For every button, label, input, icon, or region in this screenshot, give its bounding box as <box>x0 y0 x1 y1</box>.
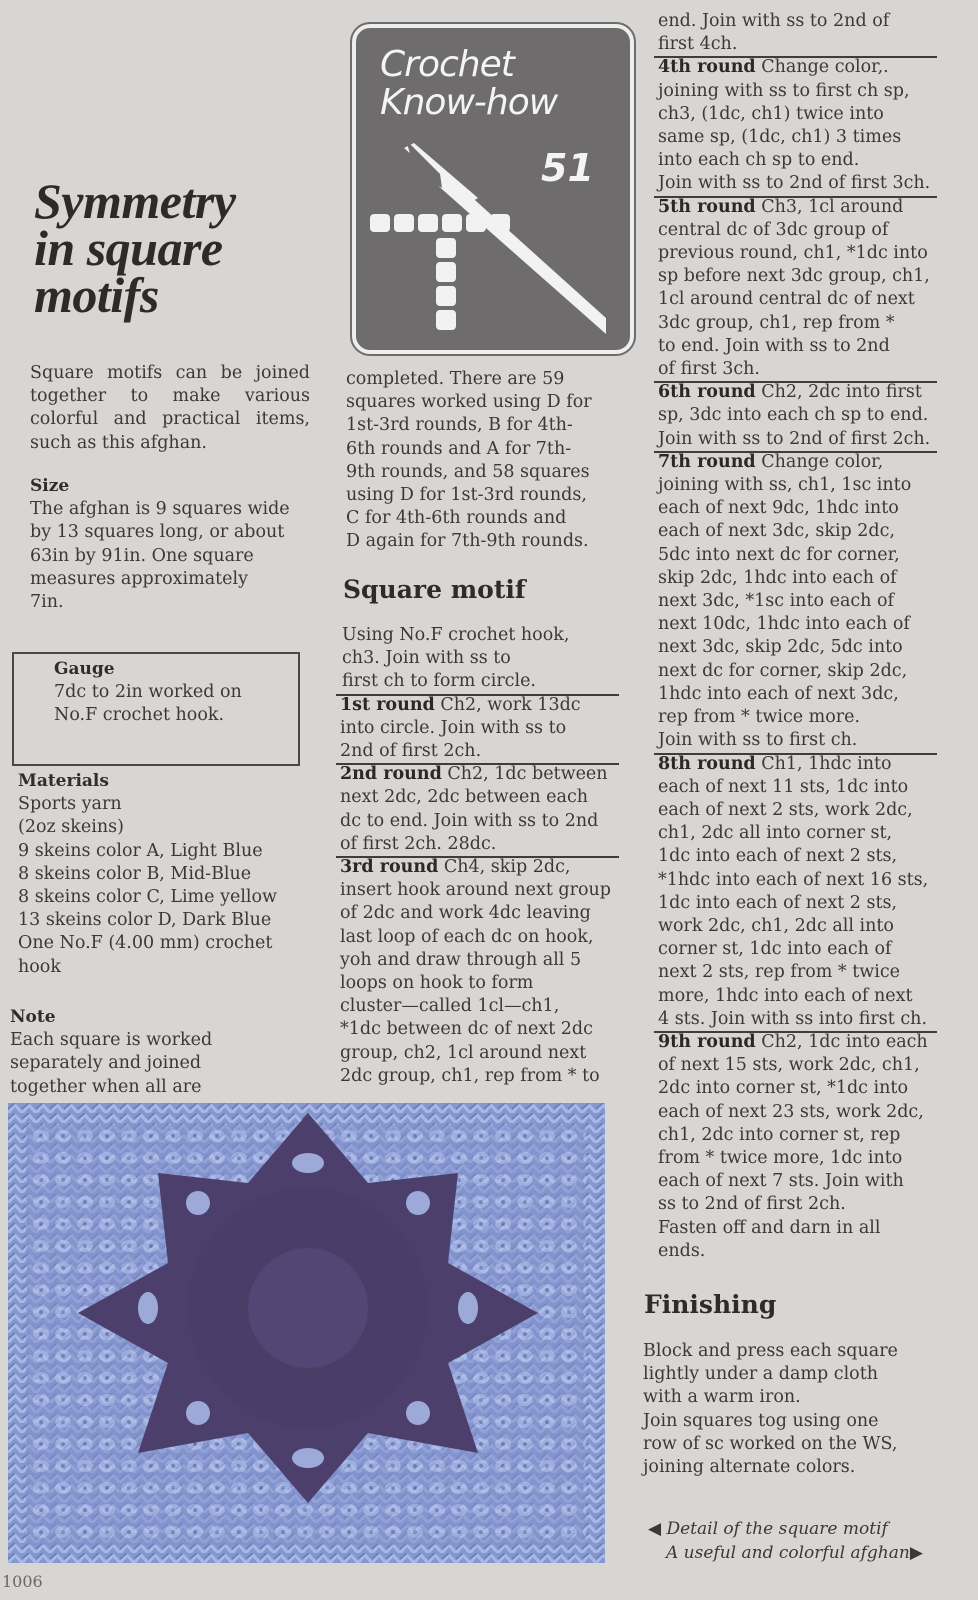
round-8 <box>658 753 933 1031</box>
text-line: into circle. Join with ss to <box>340 717 567 738</box>
note-line: separately and joined <box>10 1053 202 1074</box>
text-line: next 3dc, skip 2dc, 5dc into <box>658 637 903 658</box>
text-line: D again for 7th-9th rounds. <box>346 531 589 552</box>
text-line: Ch2, 1dc into each <box>755 1031 928 1052</box>
round-label: 4th round <box>658 57 756 78</box>
article-title <box>34 173 334 323</box>
text-line: last loop of each dc on hook, <box>340 926 594 947</box>
crochet-square-illustration <box>8 1103 605 1563</box>
title-line-1: Symmetry <box>34 173 236 229</box>
text-line: ch3, (1dc, ch1) twice into <box>658 103 884 124</box>
text-line: squares worked using D for <box>346 392 592 413</box>
text-line: loops on hook to form <box>340 973 534 994</box>
text-line: joining with ss to first ch sp, <box>658 80 910 101</box>
text-line: rep from * twice more. <box>658 707 861 728</box>
text-line: next dc for corner, skip 2dc, <box>658 660 908 681</box>
round-label: 7th round <box>658 451 756 472</box>
text-line: ch3. Join with ss to <box>342 648 511 669</box>
round-label: 2nd round <box>340 764 442 785</box>
materials-line: hook <box>18 956 61 977</box>
round-label: 8th round <box>658 753 756 774</box>
text-line: next 2 sts, rep from * twice <box>658 962 901 983</box>
text-line: 2nd of first 2ch. <box>340 741 482 762</box>
intro-paragraph: Square motifs can be joined together to make various colorful and practical items, such as this afghan. <box>30 363 310 453</box>
text-line: Join squares tog using one <box>643 1410 879 1431</box>
round-1 <box>340 694 615 764</box>
text-line: central dc of 3dc group of <box>658 219 889 240</box>
materials-line: (2oz skeins) <box>18 817 124 838</box>
materials-line: 13 skeins color D, Dark Blue <box>18 910 272 931</box>
text-line: corner st, 1dc into each of <box>658 939 892 960</box>
text-line: 1dc into each of next 2 sts, <box>658 892 898 913</box>
size-heading: Size <box>30 476 70 496</box>
finishing-text <box>643 1340 933 1479</box>
text-line: Block and press each square <box>643 1341 898 1361</box>
materials-section <box>18 770 318 979</box>
square-motif-photo <box>8 1103 605 1563</box>
note-heading: Note <box>10 1007 56 1027</box>
text-line: 1dc into each of next 2 sts, <box>658 846 898 867</box>
round-7 <box>658 451 933 753</box>
text-line: work 2dc, ch1, 2dc all into <box>658 915 894 936</box>
size-line: The afghan is 9 squares wide <box>30 499 290 520</box>
text-line: of 2dc and work 4dc leaving <box>340 903 591 924</box>
text-line: Ch2, work 13dc <box>434 694 581 715</box>
text-line: 5dc into next dc for corner, <box>658 544 900 565</box>
gauge-line: 7dc to 2in worked on <box>54 682 242 703</box>
right-column-instructions <box>658 10 933 1263</box>
text-line: to end. Join with ss to 2nd <box>658 335 890 356</box>
text-line: Change color, <box>755 451 884 472</box>
page-number: 1006 <box>2 1572 43 1591</box>
text-line: each of next 23 sts, work 2dc, <box>658 1101 924 1122</box>
materials-heading: Materials <box>18 771 109 791</box>
note-section <box>10 1006 310 1099</box>
round-label: 9th round <box>658 1031 756 1052</box>
round-3 <box>340 856 615 1088</box>
text-line: Ch2, 2dc into first <box>755 382 922 403</box>
text-line: into each ch sp to end. <box>658 150 860 171</box>
text-line: lightly under a damp cloth <box>643 1364 879 1385</box>
text-line: using D for 1st-3rd rounds, <box>346 485 587 506</box>
note-line: together when all are <box>10 1076 202 1097</box>
text-line: from * twice more, 1dc into <box>658 1147 903 1168</box>
text-line: yoh and draw through all 5 <box>340 949 582 970</box>
text-line: Using No.F crochet hook, <box>342 625 570 645</box>
text-line: Fasten off and darn in all ends. <box>658 1217 881 1261</box>
size-line: 63in by 91in. One square <box>30 545 254 566</box>
text-line: next 3dc, *1sc into each of <box>658 591 895 612</box>
round-label: 1st round <box>340 694 435 715</box>
text-line: next 10dc, 1hdc into each of <box>658 614 910 635</box>
materials-line: 8 skeins color C, Lime yellow <box>18 887 278 908</box>
text-line: dc to end. Join with ss to 2nd <box>340 810 599 831</box>
text-line: 1hdc into each of next 3dc, <box>658 683 899 704</box>
logo-number: 51 <box>541 146 594 190</box>
note-continuation <box>346 368 616 554</box>
size-line: 7in. <box>30 592 64 613</box>
round-9 <box>658 1031 933 1263</box>
text-line: of first 3ch. <box>658 359 760 380</box>
right-arrow-icon: ▶ <box>909 1543 923 1563</box>
text-line: first ch to form circle. <box>342 671 536 692</box>
title-line-2: in square <box>34 220 223 276</box>
text-line: Ch3, 1cl around <box>755 196 904 217</box>
round-6 <box>658 381 933 451</box>
materials-line: Sports yarn <box>18 794 122 815</box>
text-line: C for 4th-6th rounds and <box>346 508 567 529</box>
text-line: more, 1hdc into each of next <box>658 985 913 1006</box>
text-line: sp before next 3dc group, ch1, <box>658 266 930 287</box>
note-line: Each square is worked <box>10 1030 213 1051</box>
text-line: row of sc worked on the WS, <box>643 1433 898 1454</box>
text-line: ss to 2nd of first 2ch. <box>658 1194 846 1215</box>
text-line: 2dc into corner st, *1dc into <box>658 1078 908 1099</box>
text-line: end. Join with ss to 2nd of <box>658 11 890 31</box>
round-5 <box>658 196 933 382</box>
materials-line: 9 skeins color A, Light Blue <box>18 840 263 861</box>
crochet-hook-and-yarn-icon <box>356 28 630 350</box>
caption-line: Detail of the square motif <box>666 1519 888 1539</box>
text-line: Ch1, 1hdc into <box>755 753 892 774</box>
text-line: ch1, 2dc all into corner st, <box>658 823 893 844</box>
text-line: of next 15 sts, work 2dc, ch1, <box>658 1055 920 1076</box>
size-line: measures approximately <box>30 568 249 589</box>
text-line: joining with ss, ch1, 1sc into <box>658 475 912 496</box>
gauge-line: No.F crochet hook. <box>54 705 225 726</box>
text-line: *1hdc into each of next 16 sts, <box>658 869 929 890</box>
caption-line: A useful and colorful afghan <box>666 1543 910 1563</box>
text-line: each of next 9dc, 1hdc into <box>658 498 899 519</box>
logo-line-2: Know-how <box>380 82 558 123</box>
text-line: 1cl around central dc of next <box>658 289 915 310</box>
text-line: insert hook around next group <box>340 880 611 901</box>
text-line: first 4ch. <box>658 34 738 55</box>
text-line: next 2dc, 2dc between each <box>340 787 589 808</box>
round-2 <box>340 763 615 856</box>
finishing-heading: Finishing <box>644 1290 777 1319</box>
round-label: 6th round <box>658 382 756 403</box>
text-line: group, ch2, 1cl around next <box>340 1042 587 1063</box>
text-line: Join with ss to first ch. <box>658 730 858 751</box>
text-line: Join with ss to 2nd of first 2ch. <box>658 428 931 449</box>
crochet-know-how-logo <box>352 24 634 354</box>
left-arrow-icon: ◀ <box>648 1519 662 1539</box>
round-label: 3rd round <box>340 857 439 878</box>
square-motif-instructions <box>340 624 615 1088</box>
text-line: 1st-3rd rounds, B for 4th- <box>346 415 573 436</box>
text-line: Change color,. <box>755 57 889 78</box>
text-line: Ch4, skip 2dc, <box>438 857 571 878</box>
text-line: previous round, ch1, *1dc into <box>658 243 928 264</box>
text-line: each of next 11 sts, 1dc into <box>658 776 909 797</box>
text-line: joining alternate colors. <box>643 1457 856 1478</box>
text-line: Ch2, 1dc between <box>441 764 608 785</box>
materials-line: One No.F (4.00 mm) crochet <box>18 933 273 954</box>
gauge-section <box>54 658 294 728</box>
title-line-3: motifs <box>34 267 159 323</box>
text-line: Join with ss to 2nd of first 3ch. <box>658 173 931 194</box>
size-line: by 13 squares long, or about <box>30 522 285 543</box>
text-line: each of next 2 sts, work 2dc, <box>658 799 913 820</box>
photo-caption <box>648 1517 948 1565</box>
text-line: completed. There are 59 <box>346 369 565 389</box>
text-line: each of next 7 sts. Join with <box>658 1171 904 1192</box>
text-line: 9th rounds, and 58 squares <box>346 461 590 482</box>
text-line: ch1, 2dc into corner st, rep <box>658 1124 901 1145</box>
text-line: with a warm iron. <box>643 1387 801 1408</box>
text-line: cluster—called 1cl—ch1, <box>340 996 560 1017</box>
text-line: 4 sts. Join with ss into first ch. <box>658 1008 928 1029</box>
text-line: each of next 3dc, skip 2dc, <box>658 521 896 542</box>
text-line: *1dc between dc of next 2dc <box>340 1019 593 1040</box>
text-line: sp, 3dc into each ch sp to end. <box>658 405 929 426</box>
text-line: of first 2ch. 28dc. <box>340 833 497 854</box>
text-line: same sp, (1dc, ch1) 3 times <box>658 127 902 148</box>
round-label: 5th round <box>658 196 756 217</box>
size-section <box>30 475 320 614</box>
square-motif-heading: Square motif <box>343 575 526 604</box>
text-line: 3dc group, ch1, rep from * <box>658 312 895 333</box>
round-4 <box>658 56 933 195</box>
gauge-heading: Gauge <box>54 659 115 679</box>
materials-line: 8 skeins color B, Mid-Blue <box>18 863 252 884</box>
text-line: 2dc group, ch1, rep from * to <box>340 1065 600 1086</box>
text-line: 6th rounds and A for 7th- <box>346 438 572 459</box>
logo-line-1: Crochet <box>380 44 514 85</box>
text-line: skip 2dc, 1hdc into each of <box>658 567 897 588</box>
